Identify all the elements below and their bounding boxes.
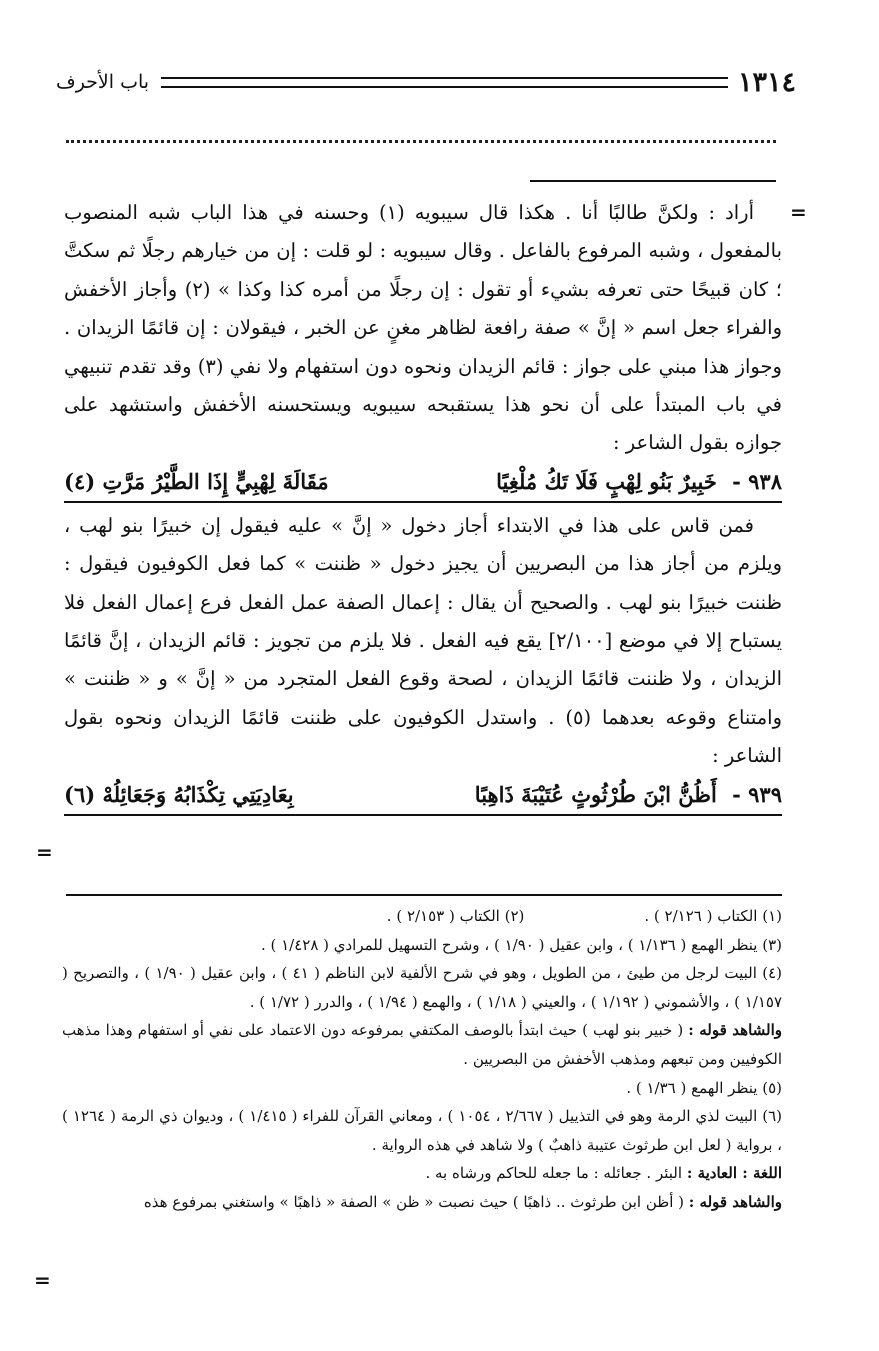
- footnote-4: (٤) البيت لرجل من طيئ ، من الطويل ، وهو في شرح الألفية لابن الناظم ( ٤١ ) ، وابن عقيل ( ١/٩٠ ) ، والتصريح ( ١/١٥٧ ) ، والأشموني ( ١/١٩٢ ) ، والعيني ( ١/١٨ ) ، والهمع ( ١/٩٤ ) ، والدرر ( ١/٧٢ ) .: [62, 964, 782, 1011]
- footnote-6: (٦) البيت لذي الرمة وهو في التذييل ( ٢/٦٦٧ ، ١٠٥٤ ) ، ومعاني القرآن للفراء ( ١/٤١٥ ) ، وديوان ذي الرمة ( ١٢٦٤ ) ، برواية ( لعل ابن طرثوث عتيبة ذاهبٌ ) ولا شاهد في هذه الرواية .: [62, 1107, 783, 1154]
- continuation-mark-bottom: =: [34, 1268, 51, 1292]
- page-number: ١٣١٤: [737, 66, 796, 98]
- footnote-5: (٥) ينظر الهمع ( ١/٣٦ ) .: [626, 1078, 782, 1097]
- shahid-text: ( خبير بنو لهب ) حيث ابتدأ بالوصف المكتفي بمرفوعه دون الاعتماد على نفي أو استفهام وهذا مذهب الكوفيين ومن تبعهم ومذهب الأخفش من البصريين .: [62, 1021, 782, 1068]
- lugha-text: البئر . جعائله : ما جعله للحاكم ورشاه به .: [425, 1164, 683, 1183]
- footnote-4-shahid: [62, 1016, 782, 1073]
- verse-number: ٩٣٩ -: [732, 781, 782, 807]
- shahid-label: والشاهد قوله :: [688, 1192, 782, 1211]
- shahid-label: والشاهد قوله :: [688, 1021, 782, 1040]
- verse-second-hemistich: بِعَادِيَتِي تِكْذَابُهُ وَجَعَائِلُهْ (٦): [64, 781, 294, 807]
- main-text: [64, 194, 782, 820]
- footnote-3: (٣) ينظر الهمع ( ١/١٣٦ ) ، وابن عقيل ( ١/٩٠ ) ، وشرح التسهيل للمرادي ( ١/٤٢٨ ) .: [260, 935, 782, 954]
- continuation-mark-top: =: [790, 200, 807, 224]
- verse-first-hemistich: أَظُنُّ ابْنَ طُرْثُوثٍ عُتَيْبَةَ ذَاهِبًا: [474, 781, 717, 807]
- verse-first-hemistich: خَبِيرٌ بَنُو لِهْبٍ فَلَا تَكُ مُلْغِيًا: [496, 468, 717, 494]
- footnote-2: (٢) الكتاب ( ٢/١٥٣ ) .: [386, 907, 525, 925]
- lugha-label: اللغة : العادية :: [686, 1164, 782, 1183]
- paragraph: فمن قاس على هذا في الابتداء أجاز دخول « إنَّ » عليه فيقول إن خبيرًا بنو لهب ، ويلزم من أجاز هذا من البصريين أن يجيز دخول « ظننت » كما فعل الكوفيون فيقول : ظننت خبيرًا بنو لهب . والصحيح أن يقال : إعمال الصفة عمل الفعل فرع إعمال الفعل فلا يستباح إلا في موضع [٢/١٠٠] يقع فيه الفعل . فلا يلزم من تجويز : قائم الزيدان ، إنَّ قائمًا الزيدان ، ولا ظننت قائمًا الزيدان ، لصحة وقوع الفعل المتجرد من « إنَّ » و « ظننت » وامتناع وقوعه بعدهما (٥) . واستدل الكوفيون على ظننت قائمًا الزيدان ونحوه بقول الشاعر :: [64, 513, 782, 768]
- verse-938: [64, 463, 782, 503]
- header-rule: [161, 77, 728, 88]
- dotted-separator: [66, 140, 776, 143]
- verse-second-hemistich: مَقَالَةَ لِهْبِيٍّ إِذَا الطَّيْرُ مَرَّتِ (٤): [64, 468, 329, 494]
- footnotes: [62, 902, 782, 1217]
- continuation-mark-verse: =: [36, 840, 53, 864]
- footnote-rule: [66, 894, 782, 896]
- footnote-row: [62, 902, 782, 931]
- shahid-text: ( أظن ابن طرثوث .. ذاهبًا ) حيث نصبت « ظن » الصفة « ذاهبًا » واستغني بمرفوع هذه: [143, 1192, 684, 1211]
- paragraph: أراد : ولكنَّ طالبًا أنا . هكذا قال سيبويه (١) وحسنه في هذا الباب شبه المنصوب بالمفعول ، وشبه المرفوع بالفاعل . وقال سيبويه : لو قلت : إن من خيارهم رجلًا ثم سكتَّ ؛ كان قبيحًا حتى تعرفه بشيء أو تقول : إن رجلًا من أمره كذا وكذا » (٢) وأجاز الأخفش والفراء جعل اسم « إنَّ » صفة رافعة لظاهر مغنٍ عن الخبر ، فيقولان : إن قائمًا الزيدان . وجواز هذا مبني على جواز : قائم الزيدان ونحوه دون استفهام ولا نفي (٣) وقد تقدم تنبيهي في باب المبتدأ على أن نحو هذا يستقبحه سيبويه ويستحسنه الأخفش واستشهد على جوازه بقول الشاعر :: [64, 201, 782, 455]
- page-header: [56, 62, 796, 102]
- verse-939: [64, 776, 782, 816]
- verse-number: ٩٣٨ -: [732, 468, 782, 494]
- continuation-rule: [530, 180, 776, 182]
- footnote-6-lugha: [62, 1159, 782, 1188]
- chapter-title: باب الأحرف: [56, 71, 150, 93]
- footnote-1: (١) الكتاب ( ٢/١٢٦ ) .: [644, 907, 782, 925]
- footnote-6-shahid: [62, 1188, 782, 1217]
